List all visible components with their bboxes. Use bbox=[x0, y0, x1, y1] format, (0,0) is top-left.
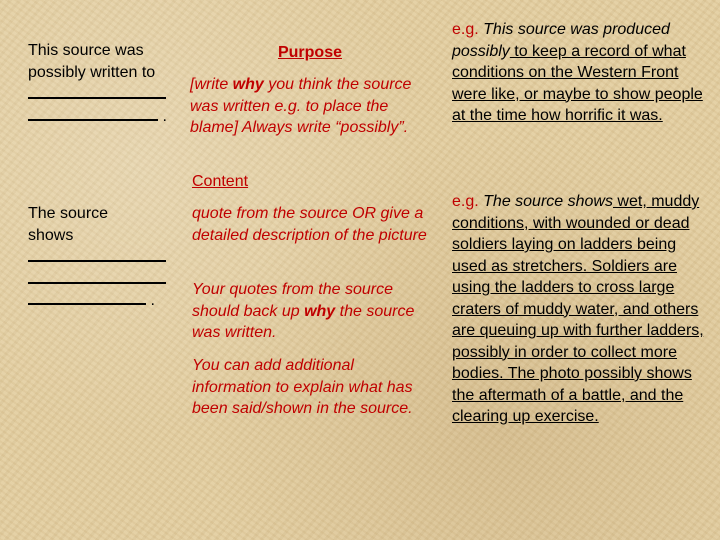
content-example-underlined: wet, muddy conditions, with wounded or dead soldiers laying on ladders being used as stretchers. Soldiers are using the ladders to cross large craters of muddy water, and others are queuing up with further ladders, possibly in order to collect more bodies. The photo possibly shows the aftermath of a battle, and the clearing up exercise. bbox=[452, 193, 704, 425]
purpose-blank-2 bbox=[28, 105, 178, 127]
quotes-instruction bbox=[192, 279, 430, 344]
quotes-instruction-why: why bbox=[304, 302, 336, 320]
content-prompt-end: . bbox=[150, 292, 155, 309]
purpose-heading: Purpose bbox=[277, 44, 342, 61]
content-example-italic: The source shows bbox=[483, 193, 613, 210]
content-blank-3 bbox=[28, 289, 178, 311]
content-example-prefix: e.g. bbox=[452, 193, 484, 210]
purpose-instruction-text-c: you think the source was written e.g. to place the blame] Always write “possibly”. bbox=[190, 76, 412, 136]
content-example bbox=[452, 191, 712, 428]
purpose-instruction-why: why bbox=[232, 76, 264, 93]
content-heading: Content bbox=[192, 173, 249, 190]
content-prompt-line2: shows bbox=[28, 226, 74, 244]
quotes-instruction-text-c: the source was written. bbox=[192, 302, 415, 341]
purpose-prompt-line2: possibly written to bbox=[28, 63, 156, 81]
purpose-prompt-line1: This source was bbox=[28, 42, 144, 59]
additional-instruction: You can add additional information to explain what has been said/shown in the source. bbox=[192, 357, 413, 417]
purpose-prompt-end: . bbox=[162, 107, 167, 125]
purpose-example-italic: This source was produced possibly bbox=[452, 21, 670, 60]
purpose-instruction bbox=[190, 74, 416, 139]
content-blank-2 bbox=[28, 268, 178, 290]
purpose-example-underlined: to keep a record of what conditions on the Western Front were like, or maybe to show people at the time how horrific it was. bbox=[452, 42, 703, 124]
content-prompt-line1: The source bbox=[28, 205, 109, 222]
purpose-blank-1 bbox=[28, 83, 178, 105]
purpose-prompt bbox=[28, 40, 178, 126]
purpose-instruction-text-a: [write bbox=[190, 76, 233, 93]
content-blank-1 bbox=[28, 246, 178, 268]
content-instruction: quote from the source OR give a detailed description of the picture bbox=[192, 205, 427, 244]
purpose-example-prefix: e.g. bbox=[452, 21, 484, 38]
content-prompt bbox=[28, 203, 178, 311]
purpose-example bbox=[452, 19, 712, 127]
quotes-instruction-text-a: Your quotes from the source should back up bbox=[192, 281, 393, 320]
